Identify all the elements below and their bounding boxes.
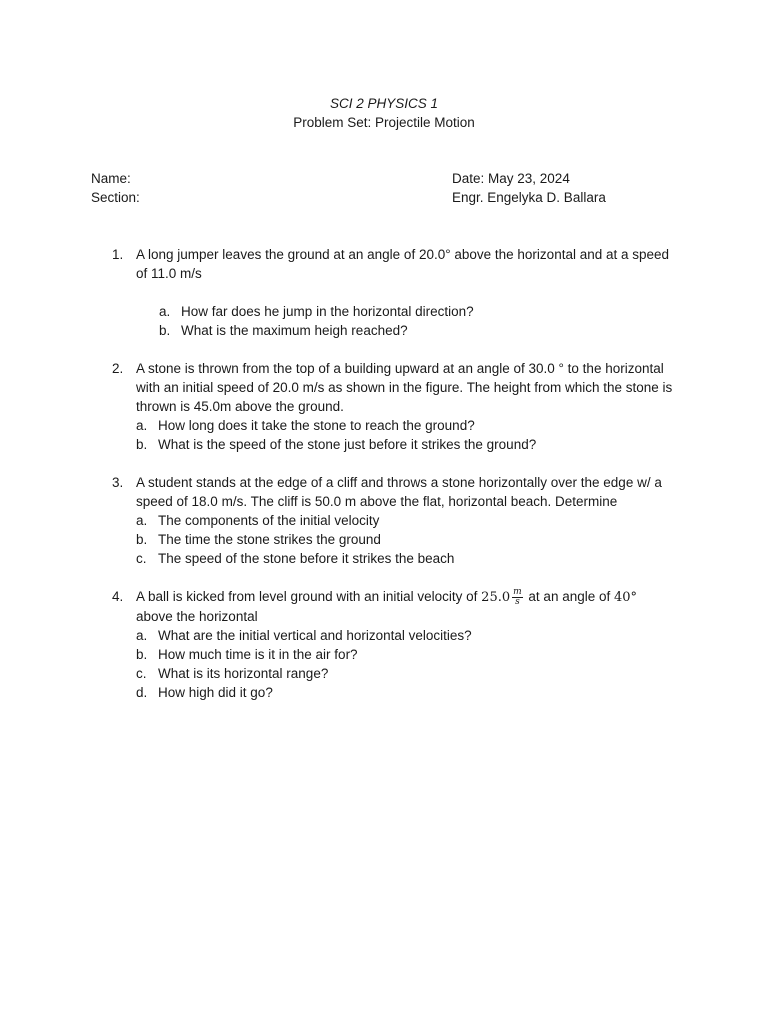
sub-question — [136, 626, 676, 645]
problem-number: 2. — [112, 361, 124, 376]
problem-3 — [112, 473, 676, 568]
instructor-name: Engr. Engelyka D. Ballara — [452, 190, 606, 205]
problem-number: 1. — [112, 247, 124, 262]
problem-text-middle: at an angle of — [524, 589, 614, 604]
student-info — [91, 169, 691, 207]
name-label: Name: — [91, 171, 131, 186]
course-title: SCI 2 PHYSICS 1 — [329, 96, 439, 111]
problem-text: A student stands at the edge of a cliff and throws a stone horizontally over the edge w/ a speed of 18.0 m/s. The cliff is 50.0 m above the flat, horizontal beach. Determine — [136, 475, 662, 509]
sub-question-letter: a. — [136, 418, 148, 433]
sub-question-text: The speed of the stone before it strikes the beach — [158, 551, 455, 566]
sub-question-text: What is its horizontal range? — [158, 666, 329, 681]
sub-question — [136, 416, 676, 435]
sub-question — [136, 530, 676, 549]
problem-text — [136, 587, 676, 626]
problem-set-title: Problem Set: Projectile Motion — [293, 115, 475, 130]
sub-question — [159, 321, 676, 340]
problem-2 — [112, 359, 676, 454]
sub-question-text: What is the speed of the stone just before it strikes the ground? — [158, 437, 537, 452]
document-header — [0, 94, 768, 132]
problem-text: A stone is thrown from the top of a building upward at an angle of 30.0 ° to the horizontal with an initial speed of 20.0 m/s as shown in the figure. The height from which the stone is thrown is 45.0m above the ground. — [136, 361, 673, 414]
problem-1 — [112, 245, 676, 340]
problem-list — [0, 245, 768, 721]
problem-text: A long jumper leaves the ground at an angle of 20.0° above the horizontal and at a speed of 11.0 m/s — [136, 247, 670, 281]
velocity-value: 25.0 — [481, 590, 511, 605]
sub-question-text: What are the initial vertical and horizontal velocities? — [158, 628, 472, 643]
sub-question-letter: b. — [136, 437, 148, 452]
problem-number: 4. — [112, 589, 124, 604]
sub-question — [136, 683, 676, 702]
sub-question-letter: c. — [136, 666, 147, 681]
info-row-name — [91, 169, 691, 188]
info-row-section — [91, 188, 691, 207]
date-label: Date: May 23, 2024 — [452, 171, 570, 186]
sub-question — [136, 549, 676, 568]
sub-question-letter: a. — [159, 304, 171, 319]
sub-question-text: How much time is it in the air for? — [158, 647, 358, 662]
sub-question — [136, 645, 676, 664]
sub-question-list — [159, 302, 676, 340]
sub-question-text: What is the maximum heigh reached? — [181, 323, 408, 338]
problem-number: 3. — [112, 475, 124, 490]
sub-question-letter: d. — [136, 685, 148, 700]
sub-question-letter: b. — [159, 323, 171, 338]
sub-question-list — [136, 626, 676, 702]
problem-text-start: A ball is kicked from level ground with an initial velocity of — [136, 589, 482, 604]
sub-question-text: How high did it go? — [158, 685, 273, 700]
sub-question — [136, 435, 676, 454]
problem-4 — [112, 586, 676, 702]
angle-value: 40° — [614, 590, 638, 605]
sub-question-list — [136, 511, 676, 568]
sub-question — [136, 664, 676, 683]
velocity-unit-denominator: s — [515, 596, 520, 607]
sub-question-text: The time the stone strikes the ground — [158, 532, 381, 547]
sub-question — [159, 302, 676, 321]
sub-question-text: How far does he jump in the horizontal direction? — [181, 304, 474, 319]
sub-question-text: How long does it take the stone to reach the ground? — [158, 418, 475, 433]
sub-question-letter: a. — [136, 628, 148, 643]
sub-question — [136, 511, 676, 530]
sub-question-text: The components of the initial velocity — [158, 513, 380, 528]
sub-question-letter: b. — [136, 532, 148, 547]
section-label: Section: — [91, 190, 140, 205]
sub-question-letter: a. — [136, 513, 148, 528]
problem-text-end: above the horizontal — [136, 609, 258, 624]
velocity-unit-fraction — [512, 588, 523, 607]
sub-question-list — [136, 416, 676, 454]
sub-question-letter: c. — [136, 551, 147, 566]
velocity-unit-numerator: m — [513, 586, 522, 597]
sub-question-letter: b. — [136, 647, 148, 662]
